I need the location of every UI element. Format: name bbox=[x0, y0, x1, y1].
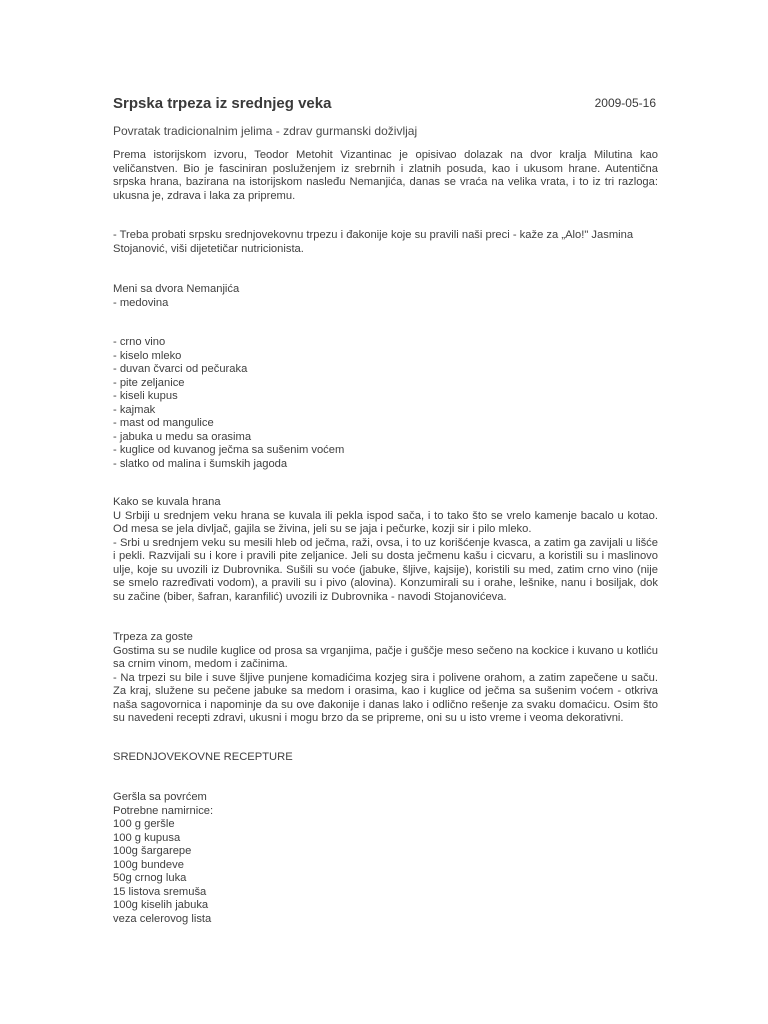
recipe-block bbox=[113, 791, 658, 926]
menu-item: - kiseli kupus bbox=[113, 390, 178, 402]
ingredients-label: Potrebne namirnice: bbox=[113, 804, 214, 817]
menu-item: - duvan čvarci od pečuraka bbox=[113, 363, 248, 375]
menu-section bbox=[113, 283, 658, 310]
menu-list bbox=[113, 336, 658, 471]
ingredient-item: 100g kiselih jabuka bbox=[113, 899, 209, 911]
guests-paragraph: - Na trpezi su bile i suve šljive punjene komadićima kozjeg sira i polivene orahom, a zatim zapečene u saču. Za kraj, služene su pečene jabuke sa medom i orasima, kao i kuglice od ječma sa sušenim voćem - otkriva naša sagovornica i napominje da su ove đakonije i danas lako i odlično rešenje za svaku domaćicu. Osim što su navedeni recepti zdravi, ukusni i mogu brzo da se pripreme, oni su u isto vreme i veoma dekorativni. bbox=[113, 671, 658, 724]
ingredient-item: veza celerovog lista bbox=[113, 912, 212, 925]
cooking-paragraph: - Srbi u srednjem veku su mesili hleb od ječma, raži, ovsa, i to uz korišćenje kvasca, a zatim ga zavijali u lišće i pekli. Razvijali su i kore i pravili pite zeljanice. Jeli su dosta ječmenu kašu i cicvaru, a koristili su i maslinovo ulje, koje su uvozili iz Dubrovnika. Sušili su voće (jabuke, šljive, kajsije), koristili su med, zatim crno vino (nije se smelo razređivati vodom), a pravili su i pivo (alovina). Konzumirali su i orahe, lešnike, nanu i bosiljak, dok su začine (biber, šafran, karanfilić) uvozili iz Dubrovnika - navodi Stojanovićeva. bbox=[113, 536, 658, 603]
menu-heading: Meni sa dvora Nemanjića bbox=[113, 283, 240, 295]
article-subtitle: Povratak tradicionalnim jelima - zdrav gurmanski doživljaj bbox=[113, 124, 418, 138]
ingredient-item: 100g bundeve bbox=[113, 858, 184, 871]
article-date: 2009-05-16 bbox=[594, 96, 656, 110]
ingredient-item: 15 listova sremuša bbox=[113, 885, 207, 898]
menu-item: - kajmak bbox=[113, 403, 156, 416]
menu-item: - kuglice od kuvanog ječma sa sušenim voćem bbox=[113, 444, 345, 456]
menu-item: - kiselo mleko bbox=[113, 349, 182, 362]
ingredient-item: 100 g kupusa bbox=[113, 831, 181, 844]
ingredient-item: 100g šargarepe bbox=[113, 845, 192, 857]
menu-item: - medovina bbox=[113, 296, 169, 309]
guests-paragraph: Gostima su se nudile kuglice od prosa sa vrganjima, pačje i guščje meso sečeno na kockice i kuvano u kotliću sa crnim vinom, medom i začinima. bbox=[113, 644, 658, 670]
menu-item: - mast od mangulice bbox=[113, 417, 214, 429]
guests-heading: Trpeza za goste bbox=[113, 631, 193, 643]
menu-item: - crno vino bbox=[113, 336, 166, 348]
recipe-title: Geršla sa povrćem bbox=[113, 791, 207, 803]
quote-paragraph: - Treba probati srpsku srednjovekovnu trpezu i đakonije koje su pravili naši preci - kaže za „Alo!" Jasmina Stojanović, viši dijetetičar nutricionista. bbox=[113, 229, 634, 255]
ingredient-item: 50g crnog luka bbox=[113, 872, 187, 884]
cooking-paragraph: U Srbiji u srednjem veku hrana se kuvala ili pekla ispod sača, i to tako što se vrelo kamenje bacalo u kotao. Od mesa se jela divljač, gajila se živina, jeli su se jaja i pečurke, kozji sir i pilo mleko. bbox=[113, 509, 658, 535]
article-title: Srpska trpeza iz srednjeg veka bbox=[113, 95, 332, 112]
menu-item: - pite zeljanice bbox=[113, 376, 185, 389]
menu-item: - slatko od malina i šumskih jagoda bbox=[113, 457, 288, 470]
cooking-heading: Kako se kuvala hrana bbox=[113, 496, 221, 508]
ingredient-item: 100 g geršle bbox=[113, 818, 175, 830]
cooking-section bbox=[113, 496, 658, 604]
menu-item: - jabuka u medu sa orasima bbox=[113, 430, 252, 443]
intro-paragraph: Prema istorijskom izvoru, Teodor Metohit Vizantinac je opisivao dolazak na dvor kralja Milutina kao veličanstven. Bio je fasciniran posluženjem iz srebrnih i zlatnih posuda, kao i ukusom hrane. Autentična srpska hrana, bazirana na istorijskom nasleđu Nemanjića, danas se vraća na velika vrata, i to iz tri razloga: ukusna je, zdrava i laka za pripremu. bbox=[113, 149, 658, 202]
guests-section bbox=[113, 631, 658, 726]
recipes-heading: SREDNJOVEKOVNE RECEPTURE bbox=[113, 751, 293, 763]
